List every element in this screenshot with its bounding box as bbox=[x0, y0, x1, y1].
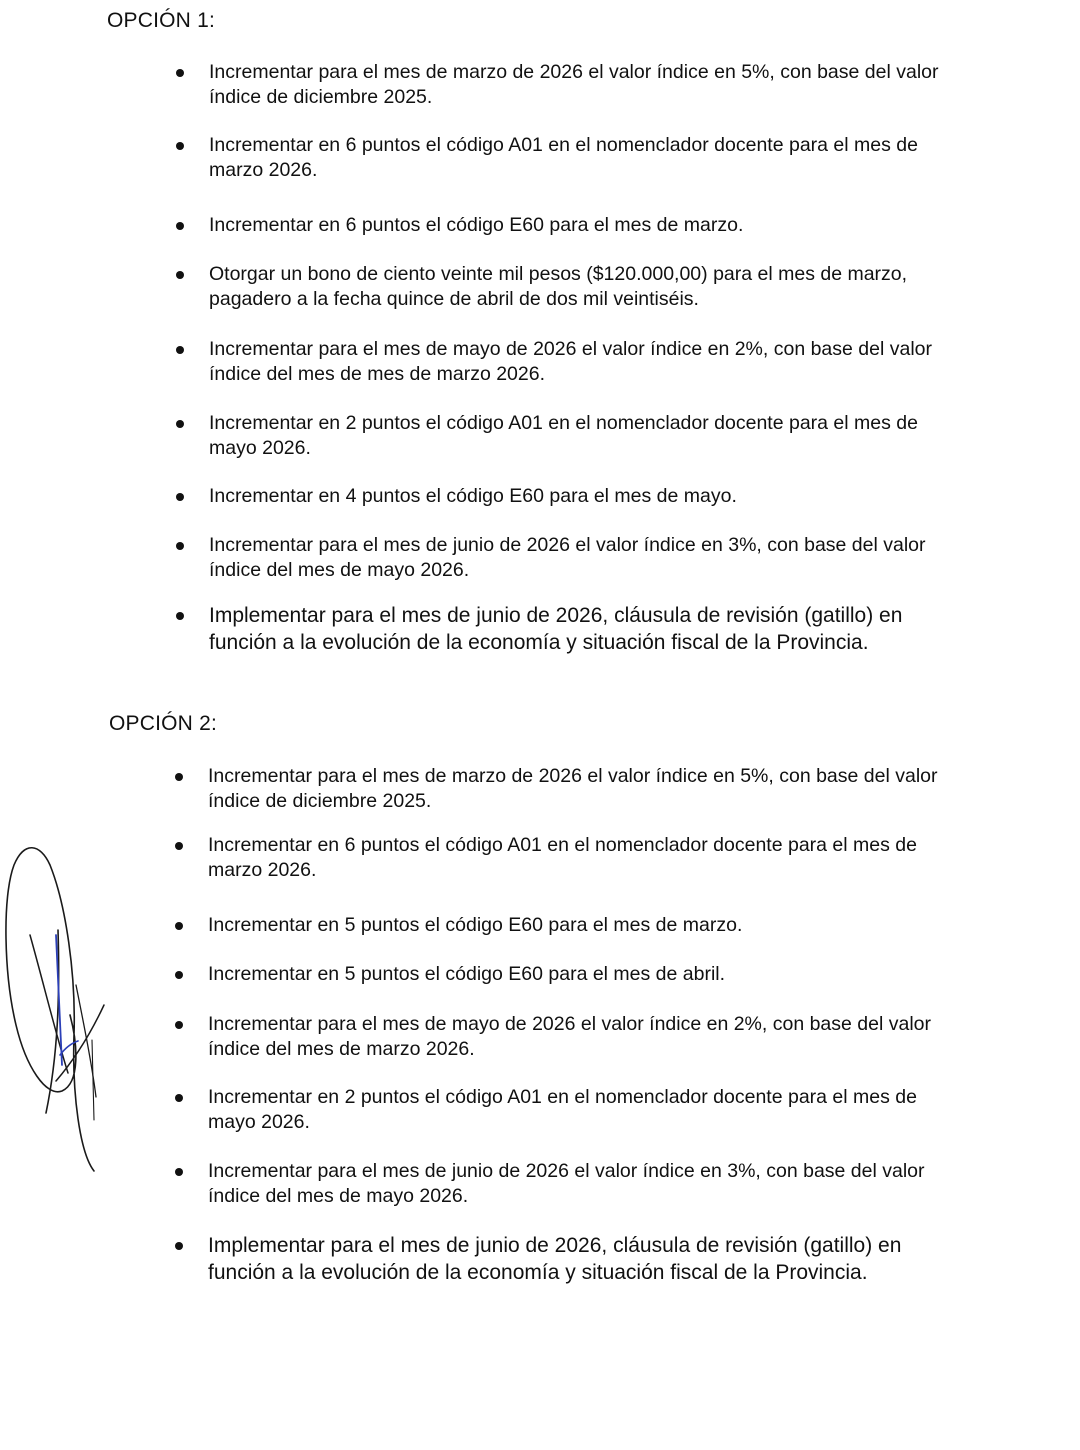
list-item-text: Incrementar en 2 puntos el código A01 en el nomenclador docente para el mes de mayo 2026. bbox=[209, 412, 918, 459]
bullet-icon bbox=[176, 142, 184, 150]
option-1-item-2 bbox=[209, 133, 949, 183]
option-2-item-4 bbox=[208, 962, 948, 987]
option-1-item-3 bbox=[209, 213, 949, 238]
handwritten-signature-icon bbox=[0, 835, 130, 1180]
bullet-icon bbox=[176, 493, 184, 501]
option-2-item-2 bbox=[208, 833, 948, 883]
option-2-item-6 bbox=[208, 1085, 948, 1135]
bullet-icon bbox=[175, 1168, 183, 1176]
bullet-icon bbox=[176, 222, 184, 230]
list-item-text: Implementar para el mes de junio de 2026, cláusula de revisión (gatillo) en función a la evolución de la economía y situación fiscal de la Provincia. bbox=[209, 604, 903, 654]
bullet-icon bbox=[176, 271, 184, 279]
list-item-text: Implementar para el mes de junio de 2026, cláusula de revisión (gatillo) en función a la evolución de la economía y situación fiscal de la Provincia. bbox=[208, 1234, 902, 1284]
list-item-text: Incrementar en 5 puntos el código E60 para el mes de marzo. bbox=[208, 914, 743, 936]
bullet-icon bbox=[175, 922, 183, 930]
list-item-text: Incrementar en 6 puntos el código E60 para el mes de marzo. bbox=[209, 214, 744, 236]
option-1-item-8 bbox=[209, 533, 949, 583]
option-1-item-5 bbox=[209, 337, 949, 387]
option-2-item-1 bbox=[208, 764, 948, 814]
bullet-icon bbox=[176, 542, 184, 550]
option-2-item-7 bbox=[208, 1159, 948, 1209]
bullet-icon bbox=[175, 971, 183, 979]
list-item-text: Incrementar para el mes de mayo de 2026 el valor índice en 2%, con base del valor índice del mes de mes de marzo 2026. bbox=[209, 338, 932, 385]
option-2-heading: OPCIÓN 2: bbox=[109, 712, 217, 735]
option-1-item-6 bbox=[209, 411, 949, 461]
list-item-text: Incrementar en 6 puntos el código A01 en el nomenclador docente para el mes de marzo 2026. bbox=[208, 834, 917, 881]
option-1-item-4 bbox=[209, 262, 949, 312]
bullet-icon bbox=[175, 842, 183, 850]
list-item-text: Otorgar un bono de ciento veinte mil pesos ($120.000,00) para el mes de marzo, pagadero a la fecha quince de abril de dos mil veintiséis. bbox=[209, 263, 908, 310]
option-2-item-5 bbox=[208, 1012, 948, 1062]
bullet-icon bbox=[176, 346, 184, 354]
list-item-text: Incrementar para el mes de marzo de 2026 el valor índice en 5%, con base del valor índice de diciembre 2025. bbox=[208, 765, 938, 812]
bullet-icon bbox=[175, 1021, 183, 1029]
list-item-text: Incrementar en 5 puntos el código E60 para el mes de abril. bbox=[208, 963, 726, 985]
option-1-item-1 bbox=[209, 60, 949, 110]
bullet-icon bbox=[175, 773, 183, 781]
option-1-heading: OPCIÓN 1: bbox=[107, 9, 215, 32]
list-item-text: Incrementar para el mes de mayo de 2026 el valor índice en 2%, con base del valor índice del mes de marzo 2026. bbox=[208, 1013, 931, 1060]
bullet-icon bbox=[176, 69, 184, 77]
list-item-text: Incrementar en 4 puntos el código E60 para el mes de mayo. bbox=[209, 485, 737, 507]
option-1-item-7 bbox=[209, 484, 949, 509]
option-2-item-3 bbox=[208, 913, 948, 938]
bullet-icon bbox=[176, 420, 184, 428]
list-item-text: Incrementar para el mes de marzo de 2026 el valor índice en 5%, con base del valor índice de diciembre 2025. bbox=[209, 61, 939, 108]
bullet-icon bbox=[176, 612, 184, 620]
option-1-item-9 bbox=[209, 602, 949, 656]
list-item-text: Incrementar en 2 puntos el código A01 en el nomenclador docente para el mes de mayo 2026. bbox=[208, 1086, 917, 1133]
list-item-text: Incrementar para el mes de junio de 2026 el valor índice en 3%, con base del valor índice del mes de mayo 2026. bbox=[209, 534, 926, 581]
list-item-text: Incrementar en 6 puntos el código A01 en el nomenclador docente para el mes de marzo 2026. bbox=[209, 134, 918, 181]
list-item-text: Incrementar para el mes de junio de 2026 el valor índice en 3%, con base del valor índice del mes de mayo 2026. bbox=[208, 1160, 925, 1207]
bullet-icon bbox=[175, 1242, 183, 1250]
bullet-icon bbox=[175, 1094, 183, 1102]
option-2-item-8 bbox=[208, 1232, 948, 1286]
